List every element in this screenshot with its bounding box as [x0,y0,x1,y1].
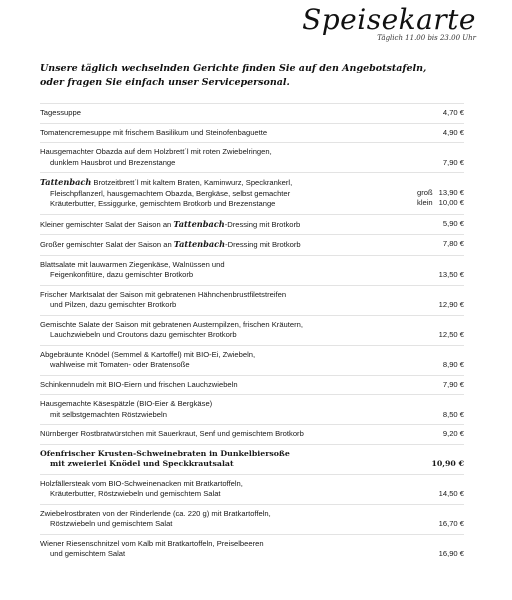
size-label: klein [417,198,433,207]
intro-line: Unsere täglich wechselnden Gerichte finden Sie auf den Angebotstafeln, [40,63,427,74]
menu-item [40,346,464,375]
item-price: 4,90 € [442,127,464,137]
item-description: Schinkennudeln mit BIO-Eiern und frischen Lauchzwiebeln [40,379,238,389]
item-description: Holzfällersteak vom BIO-Schweinenacken mit Bratkartoffeln, Kräuterbutter, Röstzwiebeln und gemischtem Salat [40,478,243,498]
menu-item [40,235,464,255]
item-description: Tagessuppe [40,108,81,117]
item-price: 7,90 € [442,157,464,167]
item-description: Hausgemachte Käsespätzle (BIO-Eier & Bergkäse) mit selbstgemachten Röstzwiebeln [40,399,213,419]
size-label: groß [417,187,433,197]
menu-item [40,505,464,534]
menu-header [302,4,476,42]
item-price: 7,90 € [442,379,464,389]
item-size-prices [413,188,464,209]
menu-item [40,425,464,444]
item-price: 12,50 € [438,330,464,339]
item-price: 5,90 € [442,218,464,228]
menu-item [40,316,464,345]
item-price: 10,90 € [431,459,464,468]
item-description: Ofenfrischer Krusten-Schweinebraten in Dunkelbiersoße mit zweierlei Knödel und Speckkrautsalat [40,448,290,468]
menu-item [40,124,464,143]
menu-item [40,173,464,214]
menu-title: Speisekarte [302,3,476,36]
item-description: Zwiebelrostbraten von der Rinderlende (ca. 220 g) mit Bratkartoffeln, Röstzwiebeln und gemischtem Salat [40,508,271,528]
menu-item [40,535,464,564]
menu-item [40,256,464,285]
item-price: 7,80 € [442,239,464,248]
item-price: 10,00 € [438,198,464,207]
menu-item [40,143,464,172]
menu-item-highlight [40,445,464,474]
item-description: Abgebräunte Knödel (Semmel & Kartoffel) mit BIO-Ei, Zwiebeln, wahlweise mit Tomaten- oder Bratensoße [40,349,256,369]
menu-item [40,286,464,315]
opening-hours: Täglich 11.00 bis 23.00 Uhr [377,34,476,42]
item-price: 14,50 € [438,489,464,498]
item-price: 12,90 € [438,300,464,309]
item-description: Gemischte Salate der Saison mit gebratenen Austernpilzen, frischen Kräutern, Lauchzwiebeln und Croutons dazu gemischter Brotkorb [40,319,303,339]
item-price: 13,90 € [438,187,464,197]
menu-item [40,475,464,504]
item-description: Großer gemischter Salat der Saison an Tattenbach-Dressing mit Brotkorb [40,239,301,249]
item-description: Tomatencremesuppe mit frischem Basilikum und Steinofenbaguette [40,127,268,137]
brand-logo: Tattenbach [173,218,225,229]
item-description: Blattsalate mit lauwarmen Ziegenkäse, Walnüssen und Feigenkonfitüre, dazu gemischter Brotkorb [40,259,225,279]
brand-logo: Tattenbach [40,177,92,187]
intro-line: oder fragen Sie einfach unser Servicepersonal. [40,77,290,88]
item-price: 8,90 € [442,360,464,369]
item-description: Tattenbach Brotzeitbrett´l mit kaltem Braten, Kaminwurz, Speckrankerl, Fleischpflanzerl, hausgemachtem Obazda, Bergkäse, selbst gemachter Kräuterbutter, Essiggurke, gemischtem Brotkorb und Brezenstange [40,177,293,208]
menu-item [40,376,464,395]
item-description: Frischer Marktsalat der Saison mit gebratenen Hähnchenbrustfiletstreifen und Pilzen, dazu gemischter Brotkorb [40,289,287,309]
item-price: 16,90 € [438,549,464,558]
item-description: Kleiner gemischter Salat der Saison an Tattenbach-Dressing mit Brotkorb [40,218,301,229]
item-description: Hausgemachter Obazda auf dem Holzbrett´l mit roten Zwiebelringen, dunklem Hausbrot und Brezenstange [40,147,272,167]
item-description: Wiener Riesenschnitzel vom Kalb mit Bratkartoffeln, Preiselbeeren und gemischtem Salat [40,538,264,558]
item-price: 4,70 € [442,108,464,117]
menu-item [40,215,464,235]
menu-item [40,395,464,424]
item-price: 13,50 € [438,270,464,279]
menu-list [40,103,464,564]
item-description: Nürnberger Rostbratwürstchen mit Sauerkraut, Senf und gemischtem Brotkorb [40,429,304,438]
menu-item [40,104,464,123]
item-price: 16,70 € [438,519,464,528]
brand-logo: Tattenbach [173,239,226,249]
intro-text [40,62,480,90]
item-price: 9,20 € [442,429,464,438]
item-price: 8,50 € [442,409,464,419]
